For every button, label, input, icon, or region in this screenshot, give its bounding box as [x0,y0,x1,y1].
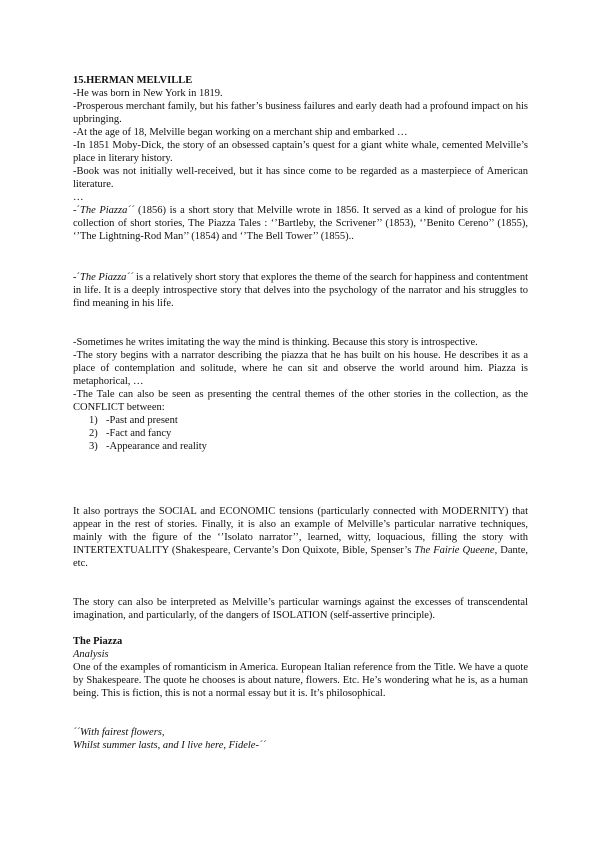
list-item-text: -Fact and fancy [106,428,172,439]
list-item-number: 2) [89,428,98,439]
analysis-paragraph: One of the examples of romanticism in America. European Italian reference from the Title. We have a quote by Shakespeare. The quote he chooses is about nature, flowers. Etc. He’s wondering what he is, as a human being. This is fiction, this is not a normal essay but it is. It’s philosophical. [73,662,528,699]
conflict-list [73,414,528,453]
bio-line-merchant-ship: -At the age of 18, Melville began working on a merchant ship and embarked … [73,127,408,138]
piazza-intro-paragraph [73,204,528,243]
piazza-intro-prefix: -´ [73,205,80,216]
piazza-theme-paragraph [73,271,528,310]
social-paragraph [73,505,528,570]
social-text-italic: The Fairie Queene [414,545,495,556]
bio-line-moby-dick: -In 1851 Moby-Dick, the story of an obsessed captain’s quest for a giant white whale, cemented Melville’s place in literary history. [73,140,528,164]
list-item [73,440,528,453]
warnings-paragraph: The story can also be interpreted as Melville’s particular warnings against the excesses of transcendental imagination, and particularly, of the dangers of ISOLATION (self-assertive principle). [73,597,528,621]
list-item-number: 3) [89,441,98,452]
bio-line-family: -Prosperous merchant family, but his father’s business failures and early death had a profound impact on his upbringing. [73,101,528,125]
list-item-text: -Appearance and reality [106,441,207,452]
piazza-section-title: The Piazza [73,636,123,647]
piazza-intro-body: (1856) is a short story that Melville wrote in 1856. It served as a kind of prologue for his collection of short stories, The Piazza Tales : ‘’Bartleby, the Scrivener’’ (1853), ‘’Benito Cereno’’ (1855), ‘’The Lightning-Rod Man’’ (1854) and ‘’The Bell Tower’’ (1855).. [73,205,528,242]
list-item [73,414,528,427]
list-item-number: 1) [89,415,98,426]
piazza-theme-title: The Piazza´´ [80,272,134,283]
piazza-intro-title: The Piazza´´ [80,205,135,216]
section-heading: 15.HERMAN MELVILLE [73,75,193,86]
social-text-before: It also portrays the SOCIAL and ECONOMIC tensions (particularly connected with MODERNITY) that appear in the rest of stories. Finally, it is also an example of Melville’s particular narrative techniques, mainly with the figure of the ‘’Isolato narrator’’, learned, witty, loquacious, filling the story with INTERTEXTUALITY (Shakespeare, Cervante’s Don Quixote, Bible, Spenser’s [73,506,528,556]
piazza-theme-body: is a relatively short story that explores the theme of the search for happiness and contentment in life. It is a deeply introspective story that delves into the psychology of the narrator and his struggles to find meaning in his life. [73,272,529,309]
bio-line-born: -He was born in New York in 1819. [73,88,223,99]
quote-line-2: Whilst summer lasts, and I live here, Fidele-´´ [73,740,266,751]
ellipsis-line: … [73,192,84,203]
introspective-line: -Sometimes he writes imitating the way the mind is thinking. Because this story is introspective. [73,337,478,348]
piazza-theme-prefix: -´ [73,272,80,283]
story-begins-paragraph: -The story begins with a narrator describing the piazza that he has built on his house. He describes it as a place of contemplation and solitude, where he can sit and observe the world around him. Piazza is metaphorical, … [73,350,528,387]
bio-line-reception: -Book was not initially well-received, but it has since come to be regarded as a masterpiece of American literature. [73,166,528,190]
quote-line-1: ´´With fairest flowers, [73,727,165,738]
analysis-label: Analysis [73,649,109,660]
list-item-text: -Past and present [106,415,178,426]
social-text-after: , Dante, etc. [73,545,528,569]
list-item [73,427,528,440]
conflict-paragraph: -The Tale can also be seen as presenting the central themes of the other stories in the collection, as the CONFLICT between: [73,389,528,413]
